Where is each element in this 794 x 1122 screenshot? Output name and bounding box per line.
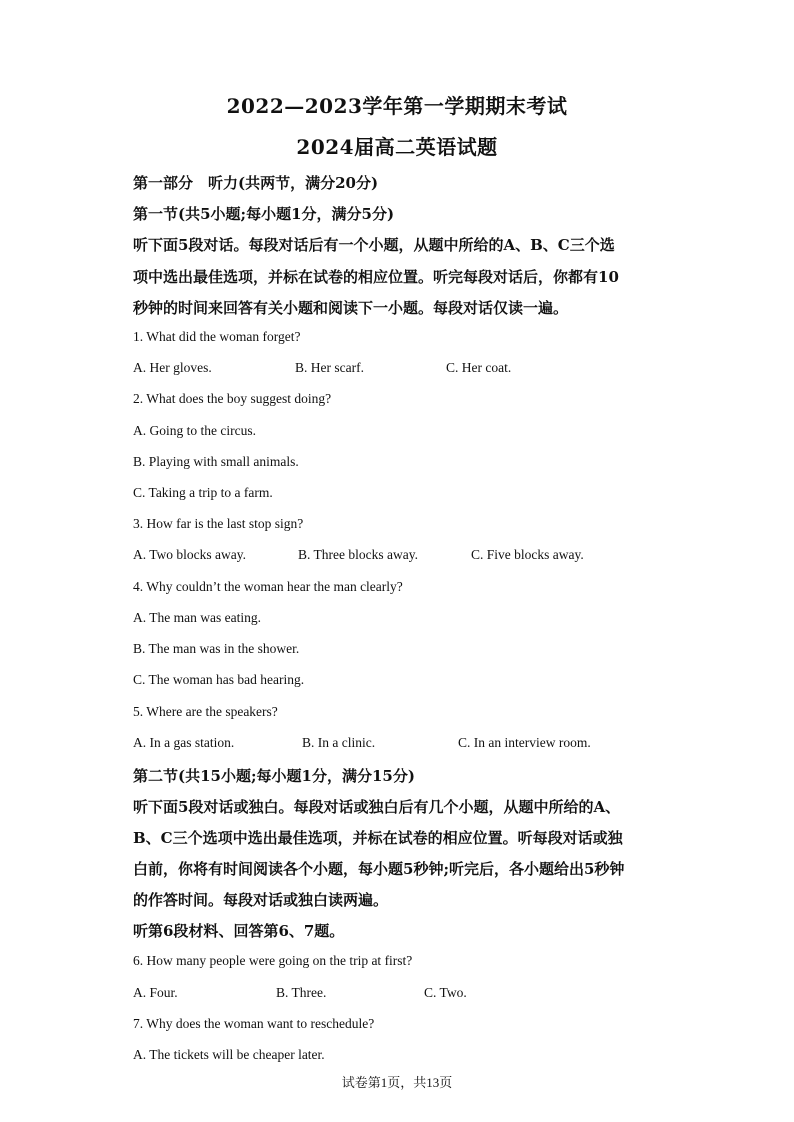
option-a: A. Going to the circus. [133, 423, 256, 438]
option-c: C. In an interview room. [458, 735, 591, 750]
option-c: C. The woman has bad hearing. [133, 672, 305, 687]
section1-heading: 第一节(共5小题;每小题1分，满分5分) [133, 205, 395, 223]
section2-instruction-line: 的作答时间。每段对话或独白读两遍。 [133, 891, 389, 909]
section1-instruction-line: 听下面5段对话。每段对话后有一个小题，从题中所给的A、B、C三个选 [133, 236, 615, 254]
option-a: A. Her gloves. [133, 360, 212, 375]
option-b: B. Her scarf. [295, 360, 364, 375]
exam-title: 2022—2023学年第一学期期末考试 [226, 94, 568, 118]
section1-instruction-line: 项中选出最佳选项，并标在试卷的相应位置。听完每段对话后，你都有10 [133, 268, 619, 286]
option-b: B. Playing with small animals. [133, 454, 299, 469]
part1-heading: 第一部分 听力(共两节，满分20分) [133, 174, 379, 192]
section2-instruction-line: B、C三个选项中选出最佳选项，并标在试卷的相应位置。听每段对话或独 [133, 829, 623, 847]
question-text: 5. Where are the speakers? [133, 704, 278, 719]
page-footer: 试卷第1页，共13页 [341, 1075, 453, 1090]
option-a: A. The man was eating. [133, 610, 261, 625]
option-a: A. In a gas station. [133, 735, 235, 750]
option-b: B. Three blocks away. [298, 547, 418, 562]
option-c: C. Her coat. [446, 360, 512, 375]
option-c: C. Taking a trip to a farm. [133, 485, 273, 500]
section1-instruction-line: 秒钟的时间来回答有关小题和阅读下一小题。每段对话仅读一遍。 [133, 299, 569, 317]
material-heading: 听第6段材料、回答第6、7题。 [133, 922, 345, 940]
section2-instruction-line: 听下面5段对话或独白。每段对话或独白后有几个小题，从题中所给的A、 [133, 798, 621, 816]
option-c: C. Two. [424, 985, 467, 1000]
question-text: 4. Why couldn’t the woman hear the man clearly? [133, 579, 403, 594]
option-a: A. Two blocks away. [133, 547, 247, 562]
section2-instruction-line: 白前，你将有时间阅读各个小题，每小题5秒钟;听完后，各小题给出5秒钟 [133, 860, 625, 878]
option-c: C. Five blocks away. [471, 547, 584, 562]
option-b: B. The man was in the shower. [133, 641, 300, 656]
option-b: B. Three. [276, 985, 327, 1000]
exam-subtitle: 2024届高二英语试题 [296, 135, 498, 159]
question-text: 7. Why does the woman want to reschedule? [133, 1016, 375, 1031]
option-a: A. The tickets will be cheaper later. [133, 1047, 325, 1062]
question-text: 3. How far is the last stop sign? [133, 516, 304, 531]
option-b: B. In a clinic. [302, 735, 376, 750]
question-text: 6. How many people were going on the trip at first? [133, 953, 413, 968]
question-text: 2. What does the boy suggest doing? [133, 391, 332, 406]
section2-heading: 第二节(共15小题;每小题1分，满分15分) [133, 767, 415, 785]
option-a: A. Four. [133, 985, 178, 1000]
question-text: 1. What did the woman forget? [133, 329, 301, 344]
